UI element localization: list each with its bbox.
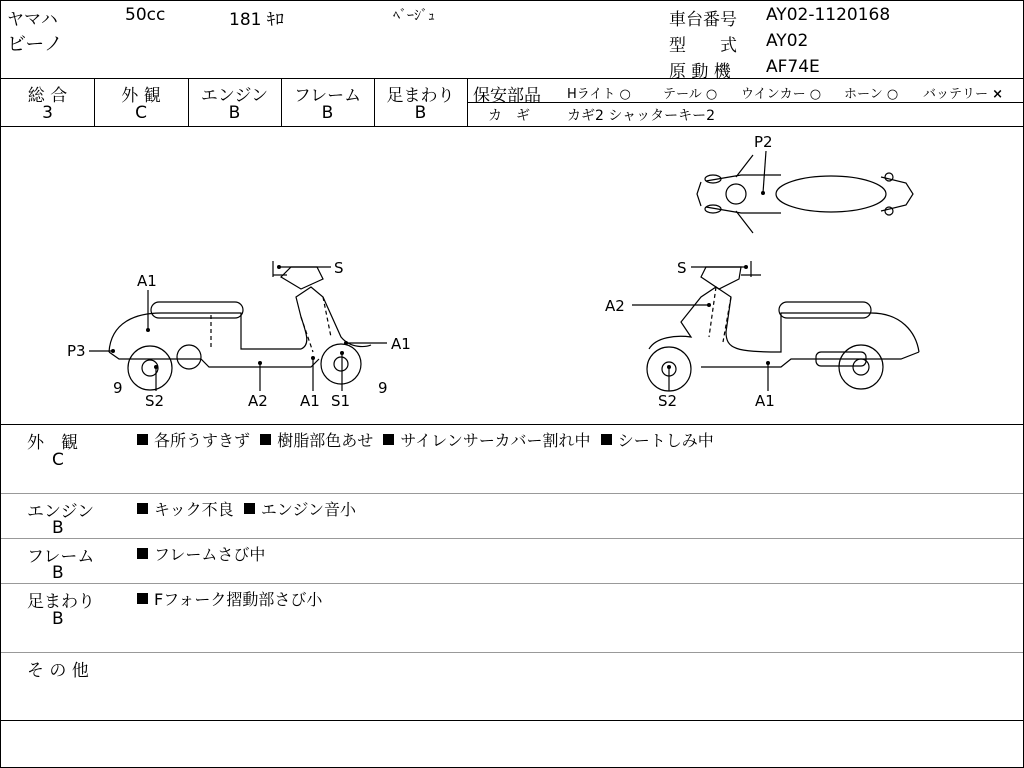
grade-suspension-value: B [414, 103, 427, 123]
maker: ヤマハ [7, 10, 58, 30]
chassis-value: AY02-1120168 [766, 5, 891, 25]
top-seat [776, 176, 886, 212]
note-exterior-grade: C [52, 450, 64, 470]
key-label: カ ギ [488, 108, 530, 124]
engine-label: 原 動 機 [669, 62, 731, 82]
note-suspension-category: 足まわり [27, 592, 95, 612]
grade-exterior-value: C [135, 103, 147, 123]
chassis-label: 車台番号 [669, 10, 737, 30]
safety-battery: バッテリー × [923, 87, 1004, 102]
grade-engine-value: B [228, 103, 241, 123]
grade-engine-label: エンジン [200, 86, 269, 106]
diag-label: P2 [754, 133, 773, 151]
grade-total-label: 総 合 [27, 86, 68, 106]
displacement: 50cc [125, 5, 166, 25]
model-name: ビーノ [7, 33, 63, 55]
diag-label: S2 [145, 392, 165, 410]
grade-exterior-label: 外 観 [121, 86, 161, 106]
safety-horn: ホーン ○ [844, 87, 899, 102]
note-frame-grade: B [52, 563, 64, 583]
note-suspension-items: Fフォーク摺動部さび小 [137, 587, 322, 610]
note-engine-category: エンジン [27, 502, 95, 522]
left-front-wheel [321, 344, 361, 384]
mileage: 181 ｷﾛ [229, 10, 284, 30]
engine-value: AF74E [766, 57, 820, 77]
damage-diagram [1, 127, 1023, 423]
diag-label: A2 [605, 297, 625, 315]
note-engine-items: キック不良 エンジン音小 [137, 497, 356, 520]
grade-suspension-label: 足まわり [386, 86, 455, 106]
diag-label: 9 [113, 379, 123, 397]
safety-headlight: Hライト ○ [567, 87, 631, 102]
diag-label: P3 [67, 342, 86, 360]
diag-label: S1 [331, 392, 351, 410]
type-value: AY02 [766, 31, 809, 51]
color: ﾍﾞｰｼﾞｭ [393, 8, 435, 24]
note-frame-category: フレーム [27, 547, 95, 567]
grade-frame-label: フレーム [293, 86, 362, 106]
diag-label: A1 [391, 335, 411, 353]
note-exterior-items: 各所うすきず 樹脂部色あせ サイレンサーカバー割れ中 シートしみ中 [137, 428, 714, 451]
type-label: 型 式 [669, 36, 737, 56]
note-engine-grade: B [52, 518, 64, 538]
grade-total-value: 3 [42, 103, 53, 123]
diag-label: A1 [755, 392, 775, 410]
note-frame-items: フレームさび中 [137, 542, 265, 565]
diag-label: 9 [378, 379, 388, 397]
safety-tail: テール ○ [663, 87, 718, 102]
safety-label: 保安部品 [473, 86, 541, 106]
grade-frame-value: B [321, 103, 334, 123]
note-exterior-category: 外 観 [27, 433, 78, 453]
left-seat [151, 302, 243, 318]
safety-winker: ウインカー ○ [741, 87, 822, 102]
key-value: カギ2 シャッターキー2 [567, 108, 715, 124]
diag-label: A1 [300, 392, 320, 410]
right-seat [779, 302, 871, 318]
left-rear-wheel [128, 346, 172, 390]
diag-label: A1 [137, 272, 157, 290]
diag-label: S [677, 259, 687, 277]
diag-label: A2 [248, 392, 268, 410]
diag-label: S2 [658, 392, 678, 410]
note-suspension-grade: B [52, 609, 64, 629]
note-other-category: そ の 他 [27, 661, 89, 681]
diag-label: S [334, 259, 344, 277]
